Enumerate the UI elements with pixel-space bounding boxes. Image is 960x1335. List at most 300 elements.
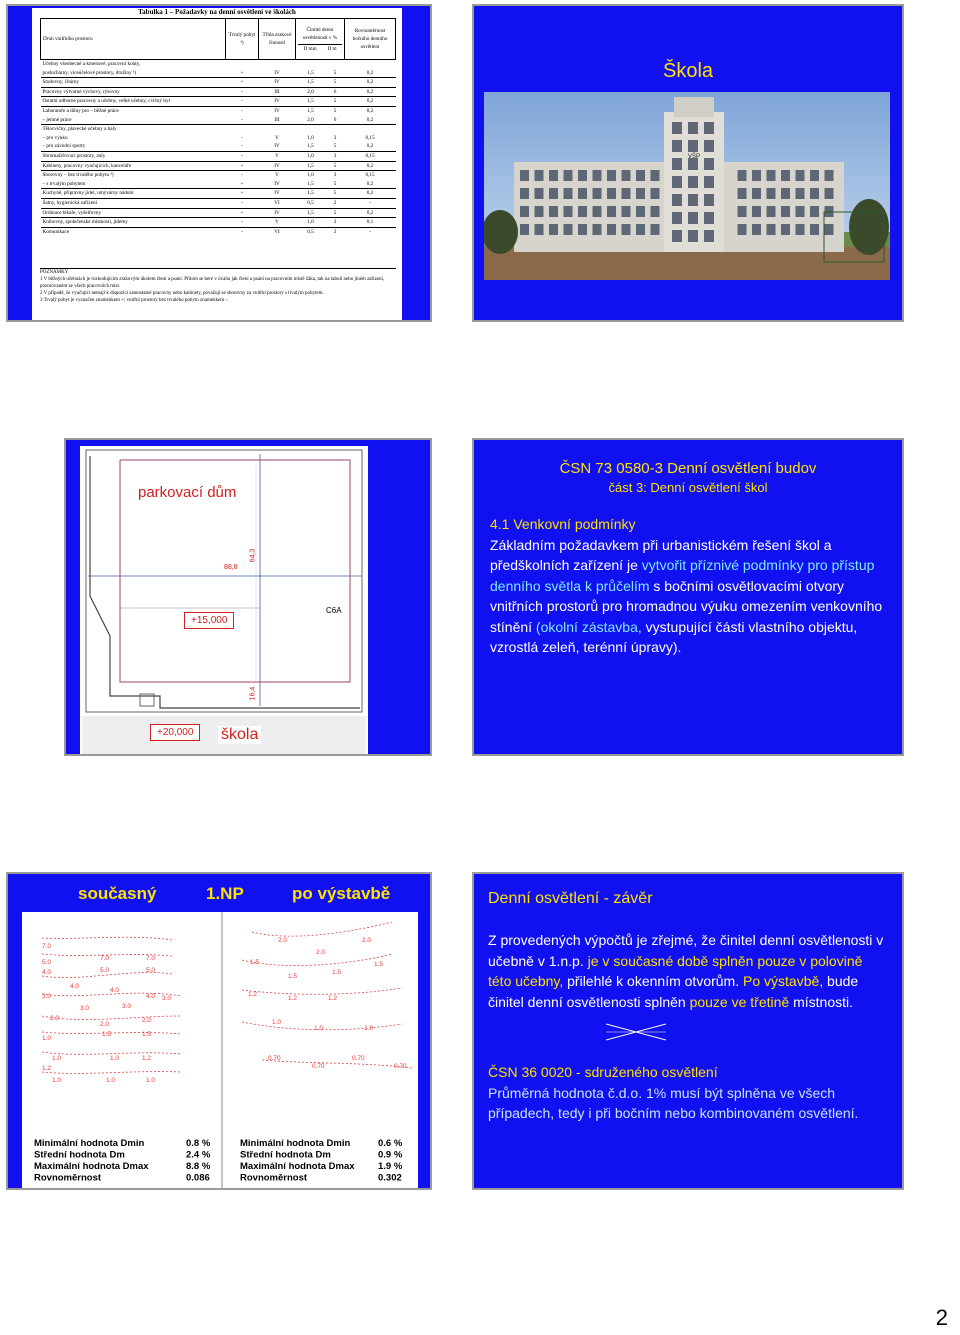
row-visual-class: IV <box>274 69 280 76</box>
page-number: 2 <box>935 1305 948 1330</box>
row-uniformity: 0,2 <box>345 97 396 107</box>
slide-conclusion <box>472 872 904 1190</box>
building-window <box>593 188 602 199</box>
contour-label: 2.0 <box>50 1015 60 1022</box>
building-window <box>535 188 544 199</box>
building-window <box>796 206 805 217</box>
building-window <box>549 170 558 181</box>
table-title: Tabulka 1 – Požadavky na denní osvětlení ve školách <box>138 8 296 16</box>
building-window <box>752 206 761 217</box>
stat-label: Minimální hodnota Dmin <box>240 1138 351 1149</box>
contour-line <box>42 1016 182 1020</box>
row-uniformity: 0,2 <box>366 69 374 76</box>
building-window <box>636 170 645 181</box>
building-window <box>564 206 573 217</box>
contour-label: 3.0 <box>42 993 52 1000</box>
row-permanent: - <box>226 227 259 236</box>
contour-label: 3.0 <box>122 1003 132 1010</box>
row-dm <box>326 60 345 69</box>
row-uniformity: - <box>345 227 396 236</box>
tower-window <box>672 176 682 188</box>
table-row <box>41 87 396 97</box>
row-dmin: 1,0 <box>296 171 326 180</box>
building-window <box>781 206 790 217</box>
building-window <box>578 224 587 235</box>
row-uniformity: 0,2 <box>345 161 396 171</box>
table-row <box>41 142 396 151</box>
table-row <box>41 227 396 236</box>
row-dmin: 2,0 <box>296 87 326 97</box>
label-after-construction: po výstavbě <box>292 884 391 903</box>
contour-label: 1.5 <box>142 1031 152 1038</box>
building-window <box>810 206 819 217</box>
conclusion-highlight-2: Po výstavbě, <box>743 973 824 989</box>
building-window <box>549 224 558 235</box>
table-row <box>41 198 396 208</box>
table-row <box>41 218 396 228</box>
body-text-3: vystupující části vlastního objektu, vzrostlá zeleň, terénní úpravy). <box>490 618 858 655</box>
conclusion-text-1: Z provedených výpočtů je zřejmé, že činitel denní osvětlenosti v učebně v 1.n.p. <box>488 932 884 969</box>
building-window <box>636 188 645 199</box>
row-room-type: – pro závodní sporty <box>42 143 86 150</box>
row-permanent: + <box>240 180 244 187</box>
building-window <box>767 224 776 235</box>
row-visual-class: IV <box>259 97 296 107</box>
row-uniformity: 0,2 <box>366 180 374 187</box>
row-dmin: 1,5 <box>307 143 314 150</box>
contour-label: 1.5 <box>102 1031 112 1038</box>
table-row <box>41 180 396 189</box>
contour-label: 2.0 <box>142 1017 152 1024</box>
row-visual-class: III <box>259 87 296 97</box>
row-dmin: 2,0 <box>307 116 314 123</box>
header-daylight-factor-label: Činitel denní osvětlenosti v % <box>302 26 338 41</box>
stat-value: 1.9 % <box>378 1161 403 1172</box>
slide-school-photo <box>472 4 904 322</box>
row-dmin: 1,5 <box>296 189 326 199</box>
row-permanent: - <box>241 134 243 141</box>
building-window <box>810 170 819 181</box>
building-window <box>781 188 790 199</box>
requirements-table <box>40 18 396 236</box>
building-window <box>535 170 544 181</box>
notes-title: POZNÁMKY <box>40 270 69 275</box>
row-dm: 5 <box>333 180 337 187</box>
row-room-type: Ordinace lékaře, vyšetřovny <box>41 208 226 218</box>
contour-label: 2.0 <box>316 949 326 956</box>
table-row <box>41 106 396 115</box>
building-window <box>607 224 616 235</box>
dimension-64: 64,3 <box>249 548 257 563</box>
row-room-type: – s trvalým pobytem <box>42 180 86 187</box>
contour-label: 7.0 <box>42 943 52 950</box>
contour-label: 4.0 <box>110 987 120 994</box>
header-dm: D m <box>327 45 337 52</box>
row-room-type: Tělocvičny, plavecké učebny a haly <box>41 125 226 134</box>
contour-label: 4.0 <box>146 993 156 1000</box>
building-window <box>520 206 529 217</box>
tower-window <box>688 212 698 224</box>
level-marker-15: +15,000 <box>184 612 234 629</box>
row-permanent: - <box>241 143 243 150</box>
contour-label: 7.0 <box>100 955 110 962</box>
contour-label: 1.0 <box>314 1025 324 1032</box>
building-window <box>607 170 616 181</box>
row-visual-class: VI <box>259 227 296 236</box>
building-window <box>752 188 761 199</box>
building-window <box>564 188 573 199</box>
tower-window <box>672 194 682 206</box>
header-daylight-factor <box>296 19 345 60</box>
building-window <box>520 224 529 235</box>
row-room-type: Studovny, čítárny <box>41 78 226 88</box>
building-window <box>578 170 587 181</box>
label-school: škola <box>218 726 261 744</box>
contour-label: 2.0 <box>100 1021 110 1028</box>
building-window <box>810 188 819 199</box>
building-window <box>636 206 645 217</box>
slide-requirements-table <box>6 4 432 322</box>
row-dm: 5 <box>333 143 337 150</box>
body-text-1: Základním požadavkem při urbanistickém řešení škol a předškolních zařízení je <box>490 536 832 573</box>
row-permanent: - <box>226 198 259 208</box>
row-permanent: + <box>226 208 259 218</box>
table-row <box>41 78 396 88</box>
stat-label: Minimální hodnota Dmin <box>34 1138 145 1149</box>
slide-title: Denní osvětlení - závěr <box>488 890 653 907</box>
building-window <box>738 170 747 181</box>
row-room-type: Knihovny, společenské místnosti, jídelny <box>41 218 226 228</box>
level-marker-20: +20,000 <box>150 724 200 741</box>
contour-label: 1.0 <box>52 1077 62 1084</box>
row-visual-class: III <box>274 116 280 123</box>
row-uniformity: 0,2 <box>366 116 374 123</box>
row-room-type: Kuchyně, přípravny jídel, umývárny nádobí <box>41 189 226 199</box>
building-window <box>564 170 573 181</box>
header-permanent: Trvalý pobyt ³) <box>226 19 259 60</box>
building-window <box>781 224 790 235</box>
table-row <box>41 189 396 199</box>
row-room-type: Kabinety, pracovny vyučujících, kanceláře <box>41 161 226 171</box>
building-window <box>825 170 834 181</box>
row-uniformity: - <box>345 198 396 208</box>
building-window <box>520 170 529 181</box>
contour-label: 2.0 <box>278 937 288 944</box>
row-dmin: 1,5 <box>296 208 326 218</box>
row-dm: 3 <box>326 171 345 180</box>
tower-window <box>672 158 682 170</box>
body-highlight-1: vytvořit příznivé podmínky pro přístup denního světla k průčelím <box>490 557 875 594</box>
row-visual-class: V <box>275 134 279 141</box>
row-room-type: Komunikace <box>41 227 226 236</box>
row-dmin: 0,5 <box>296 198 326 208</box>
site-plan-drawing <box>80 446 368 754</box>
stat-value: 0.9 % <box>378 1149 403 1161</box>
tag-c6a: C6A <box>326 606 342 615</box>
building-window <box>651 206 660 217</box>
tower-window <box>688 122 698 134</box>
row-dm: 5 <box>326 208 345 218</box>
contour-label: 5.0 <box>42 959 52 966</box>
contour-label: 4.0 <box>70 983 80 990</box>
row-uniformity: 0,2 <box>345 87 396 97</box>
contour-line <box>242 988 402 994</box>
row-room-type: Laboratoře a dílny pro – běžné práce <box>41 106 226 115</box>
contour-label: 2.0 <box>362 937 372 944</box>
contour-label: 1.5 <box>332 969 342 976</box>
building-window <box>622 170 631 181</box>
table-row <box>41 125 396 134</box>
header-visual-class: Třída zrakové činnosti <box>259 19 296 60</box>
tower-window <box>688 140 698 152</box>
tower-window <box>672 230 682 242</box>
row-dm: 5 <box>333 69 337 76</box>
row-room-type: Pracovny výtvarné výchovy, rýsovny <box>41 87 226 97</box>
slide-title: ČSN 73 0580-3 Denní osvětlení budov <box>559 460 817 477</box>
tower-window <box>704 212 714 224</box>
contour-label: 4.0 <box>42 969 52 976</box>
body-paragraph <box>490 535 888 658</box>
stat-label: Maximální hodnota Dmax <box>240 1161 355 1172</box>
slide-title: Škola <box>662 60 714 82</box>
row-dmin: 1,5 <box>296 97 326 107</box>
row-permanent: - <box>226 97 259 107</box>
building-window <box>564 224 573 235</box>
building-window <box>825 188 834 199</box>
row-dmin: 0,5 <box>296 227 326 236</box>
conclusion-text-3: bude činitel denní osvětlenosti splněn <box>488 973 859 1010</box>
row-permanent: - <box>226 171 259 180</box>
contour-line <box>252 922 392 936</box>
tower-window <box>688 230 698 242</box>
row-visual-class: IV <box>274 180 280 187</box>
tower-window <box>704 140 714 152</box>
row-uniformity: 0,2 <box>366 143 374 150</box>
building-window <box>549 188 558 199</box>
conclusion-highlight-3: pouze ve třetině <box>689 993 790 1010</box>
building-window <box>796 224 805 235</box>
row-visual-class <box>259 125 296 134</box>
row-room-type: – pro výuku <box>42 134 68 141</box>
contour-label: 1.5 <box>374 961 384 968</box>
header-room-type: Druh vnitřního prostoru <box>41 19 226 60</box>
row-dm: 6 <box>333 116 337 123</box>
building-window <box>810 224 819 235</box>
row-dm <box>326 125 345 134</box>
table-notes <box>40 268 396 304</box>
row-uniformity: 0,15 <box>345 151 396 161</box>
stat-value: 0.8 % <box>186 1138 211 1149</box>
building-window <box>651 170 660 181</box>
table-row <box>41 134 396 143</box>
row-visual-class: IV <box>274 143 280 150</box>
contour-label: 1.5 <box>250 959 260 966</box>
row-visual-class: V <box>259 171 296 180</box>
row-dm: 5 <box>326 78 345 88</box>
row-dm: 3 <box>326 218 345 228</box>
contour-label: 1.2 <box>142 1055 152 1062</box>
building-window <box>520 188 529 199</box>
row-permanent: - <box>226 87 259 97</box>
building-window <box>636 224 645 235</box>
header-dmin: D min <box>303 45 317 52</box>
building-window <box>738 188 747 199</box>
slide-subtitle: část 3: Denní osvětlení škol <box>608 480 768 495</box>
tower-window <box>704 122 714 134</box>
row-dmin: 1,5 <box>296 161 326 171</box>
row-uniformity: 0,1 <box>345 218 396 228</box>
row-permanent: - <box>226 106 259 115</box>
contour-label: 1.2 <box>248 991 258 998</box>
conclusion-text-2: přilehlé k okenním otvorům. <box>563 973 743 989</box>
row-room-type: posluchárny, víceúčelové prostory, družiny ¹) <box>42 69 137 76</box>
row-uniformity: 0,2 <box>345 208 396 218</box>
tower-window <box>704 176 714 188</box>
stat-label: Rovnoměrnost <box>240 1172 308 1184</box>
contour-label: 1.0 <box>42 1035 52 1042</box>
table-row <box>41 161 396 171</box>
contour-label: 3.0 <box>80 1005 90 1012</box>
note-1: 1 V běžných učebnách je rozhodujícím zrakovým úkolem čtení a psaní. Přitom se bere v úvahu jak čtení a psaní na pracovním místě žáka, tak na tabuli nebo jiném zařízení, pozorovaném ze všech pracovních míst. <box>40 277 385 289</box>
building-window <box>622 206 631 217</box>
label-parking-house: parkovací dům <box>138 484 237 501</box>
building-window <box>767 188 776 199</box>
stat-value: 0.086 <box>186 1172 210 1184</box>
row-dm: 5 <box>326 161 345 171</box>
building-window <box>549 206 558 217</box>
contour-panel <box>22 912 418 1188</box>
building-window <box>622 224 631 235</box>
row-visual-class: IV <box>259 78 296 88</box>
table-row <box>41 69 396 78</box>
contour-label: 1.0 <box>106 1077 116 1084</box>
standard-text: Průměrná hodnota č.d.o. 1% musí být splněna ve všech případech, tedy i při bočním nebo kombinovaném osvětlení. <box>488 1084 859 1121</box>
row-room-type: – jemné práce <box>42 116 72 123</box>
row-dm: 2 <box>326 227 345 236</box>
row-dmin: 1,0 <box>307 134 314 141</box>
row-permanent: - <box>241 116 243 123</box>
stat-value: 0.302 <box>378 1172 402 1184</box>
tower-window <box>688 194 698 206</box>
row-visual-class: IV <box>259 161 296 171</box>
dimension-88: 88,8 <box>224 564 238 571</box>
row-room-type: Učebny všeobecné a kmenové, pracovní kouty, <box>41 60 226 69</box>
contour-label: 5.0 <box>100 967 110 974</box>
row-uniformity: 0,2 <box>345 78 396 88</box>
requirements-table-body <box>41 60 396 237</box>
building-window <box>738 224 747 235</box>
row-visual-class: IV <box>259 189 296 199</box>
building-window <box>593 224 602 235</box>
contour-line <box>42 1032 182 1034</box>
row-permanent: + <box>226 78 259 88</box>
building-window <box>825 224 834 235</box>
row-dm: 6 <box>326 87 345 97</box>
body-highlight-2: (okolní zástavba, <box>535 618 642 635</box>
row-permanent: + <box>226 161 259 171</box>
contour-label: 1.2 <box>42 1065 52 1072</box>
slide-site-plan <box>64 438 432 756</box>
slide-csn-standard <box>472 438 904 756</box>
table-row <box>41 60 396 69</box>
contour-label: 0.70 <box>312 1063 325 1070</box>
building-window <box>796 188 805 199</box>
contour-label: 0.70 <box>394 1063 407 1070</box>
stat-label: Rovnoměrnost <box>34 1172 102 1184</box>
building-window <box>651 188 660 199</box>
cross-divider-icon <box>606 1020 666 1044</box>
building-window <box>578 206 587 217</box>
row-room-type: Shromažďovací prostory, auly <box>41 151 226 161</box>
building-window <box>752 170 761 181</box>
contour-line <box>42 937 172 940</box>
building-window <box>796 170 805 181</box>
row-dm: 5 <box>326 189 345 199</box>
row-dm: 5 <box>326 106 345 115</box>
contour-line <box>42 1052 182 1054</box>
contour-label: 3.0 <box>162 995 172 1002</box>
stat-label: Maximální hodnota Dmax <box>34 1161 149 1172</box>
row-permanent: - <box>226 151 259 161</box>
row-permanent: - <box>226 218 259 228</box>
standard-title: ČSN 36 0020 - sdruženého osvětlení <box>488 1064 718 1080</box>
row-uniformity: 0,2 <box>345 189 396 199</box>
row-room-type: Ostatní odborné pracovny a učebny, velké učebny, cvičný byt <box>41 97 226 107</box>
contour-label: 1.0 <box>146 1077 156 1084</box>
building-window <box>535 224 544 235</box>
building-window <box>767 206 776 217</box>
conclusion-highlight-1: je v současné době splněn pouze v polovině této učebny, <box>488 952 863 989</box>
row-dmin: 1,5 <box>307 180 314 187</box>
row-visual-class: IV <box>259 208 296 218</box>
label-current: současný <box>78 884 157 903</box>
tower-window <box>704 158 714 170</box>
stat-value: 0.6 % <box>378 1138 403 1149</box>
tower-window <box>704 194 714 206</box>
contour-label: 1.2 <box>328 995 338 1002</box>
tower-window <box>672 140 682 152</box>
building-window <box>578 188 587 199</box>
building-window <box>607 206 616 217</box>
stat-label: Střední hodnota Dm <box>240 1149 331 1161</box>
building-window <box>593 206 602 217</box>
contour-map-svg <box>22 912 418 1188</box>
label-floor: 1.NP <box>206 884 244 903</box>
row-dmin: 1,5 <box>307 69 314 76</box>
conclusion-text-4: místnosti. <box>789 993 853 1010</box>
table-row <box>41 151 396 161</box>
row-visual-class: V <box>259 218 296 228</box>
building-window <box>752 224 761 235</box>
stat-value: 2.4 % <box>186 1149 211 1161</box>
tower-window <box>688 176 698 188</box>
row-visual-class <box>259 60 296 69</box>
contour-label: 1.5 <box>288 973 298 980</box>
contour-line <box>262 1060 412 1068</box>
building-window <box>593 170 602 181</box>
row-permanent <box>226 60 259 69</box>
stat-label: Střední hodnota Dm <box>34 1149 125 1161</box>
row-room-type: Sborovny – bez trvalého pobytu ³) <box>41 171 226 180</box>
tower-window <box>672 212 682 224</box>
building-window <box>535 206 544 217</box>
row-dm: 5 <box>326 97 345 107</box>
contour-label: 1.0 <box>52 1055 62 1062</box>
slide-daylight-comparison <box>6 872 432 1190</box>
tower-window <box>704 230 714 242</box>
row-uniformity <box>345 125 396 134</box>
row-dmin <box>296 60 326 69</box>
